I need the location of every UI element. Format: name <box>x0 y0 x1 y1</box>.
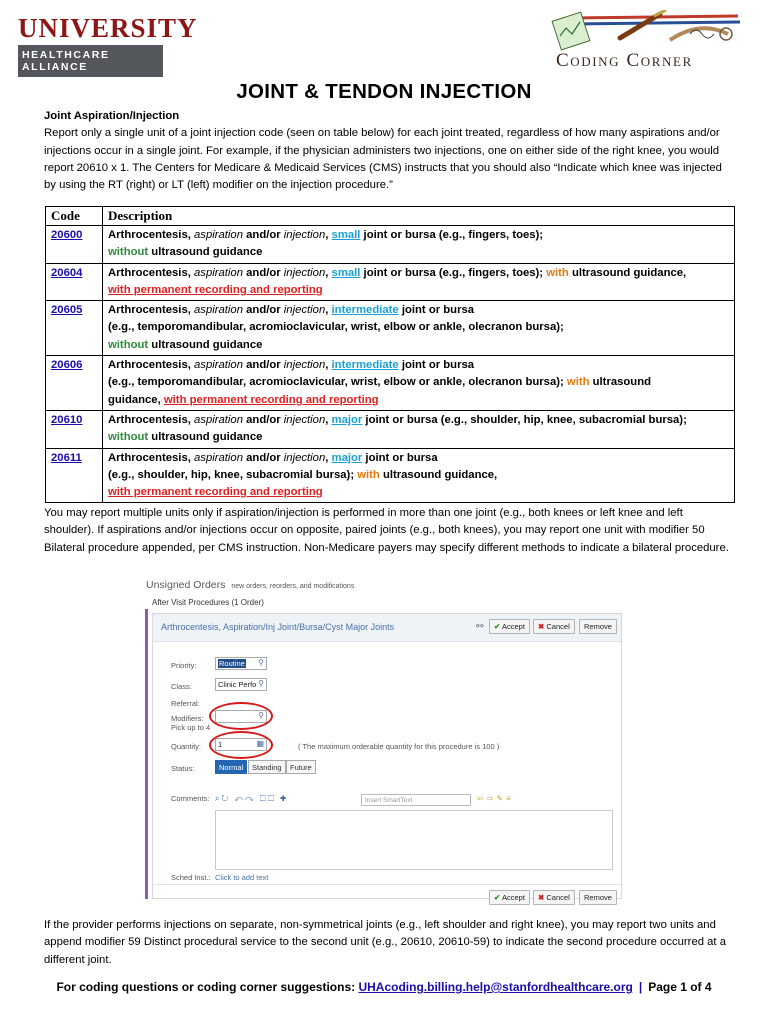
footer-prefix: For coding questions or coding corner suggestions: <box>56 980 359 994</box>
link-icon[interactable]: ⚯ <box>476 621 484 631</box>
cancel-label: Cancel <box>546 622 570 631</box>
procedure-name: Arthrocentesis, <box>108 304 195 317</box>
page-title: JOINT & TENDON INJECTION <box>236 80 532 103</box>
status-label: Status: <box>171 764 195 773</box>
sched-inst-label: Sched Inst.: <box>171 873 211 882</box>
search-icon[interactable]: ⚲ <box>258 658 264 667</box>
status-standing-option[interactable]: Standing <box>248 760 286 774</box>
permanent-recording-text: with permanent recording and reporting <box>108 283 323 296</box>
with-ultrasound-text: with <box>357 468 380 481</box>
quantity-highlight-circle <box>209 731 273 759</box>
without-ultrasound-text: without <box>108 246 149 259</box>
guidance-text: ultrasound guidance, <box>379 468 498 481</box>
joint-examples-line: (e.g., temporomandibular, acromioclavicular, wrist, elbow or ankle, olecranon bursa); <box>108 376 567 389</box>
cpt-code-link[interactable]: 20605 <box>51 304 83 317</box>
comments-toolbar[interactable]: ⌕↻ ↶↷ ☐☐ ✚ <box>215 794 289 803</box>
joint-examples: joint or bursa <box>398 359 475 372</box>
search-icon[interactable]: ⚲ <box>258 711 264 720</box>
guidance-text: ultrasound guidance <box>148 431 263 444</box>
comma-text: , <box>325 304 332 317</box>
cpt-code-link[interactable]: 20611 <box>51 451 82 464</box>
procedure-name: Arthrocentesis, <box>108 359 195 372</box>
ehr-title-sub: new orders, reorders, and modifications <box>231 583 355 590</box>
joint-examples: joint or bursa <box>398 304 475 317</box>
joint-examples: joint or bursa (e.g., shoulder, hip, knee, subacromial bursa); <box>362 413 687 426</box>
cpt-code-link[interactable]: 20600 <box>51 229 83 241</box>
code-cell <box>46 263 103 301</box>
section-heading: Joint Aspiration/Injection <box>44 110 180 122</box>
referral-label: Referral: <box>171 699 200 708</box>
footer-separator: | <box>638 980 643 994</box>
joint-size-link: major <box>331 413 363 426</box>
comma-text: , <box>325 266 332 279</box>
procedure-name: Arthrocentesis, <box>108 413 195 426</box>
remove-label: Remove <box>584 893 612 902</box>
joint-size-link: small <box>331 229 361 241</box>
injection-text: injection <box>283 266 326 279</box>
and-or-text: and/or <box>243 304 284 317</box>
aspiration-text: aspiration <box>194 266 243 279</box>
joint-size-link: intermediate <box>331 359 399 372</box>
comma-text: , <box>325 413 332 426</box>
and-or-text: and/or <box>243 229 284 241</box>
guidance-text: ultrasound <box>589 376 652 389</box>
coding-corner-logo <box>546 8 746 74</box>
description-cell <box>103 263 735 301</box>
description-cell <box>103 356 735 411</box>
joint-size-link: major <box>331 451 363 464</box>
ehr-accent-bar <box>145 609 148 899</box>
ehr-order-screenshot <box>140 576 628 906</box>
ehr-group-label: After Visit Procedures (1 Order) <box>152 598 264 607</box>
cancel-button-bottom[interactable] <box>533 890 575 905</box>
multiple-units-paragraph: You may report multiple units only if aspiration/injection is performed in more than one joint (e.g., both knees or left knee and left shoulder). If aspirations and/or injections occur on opposite, paired joints (e.g., both knees), you may report one unit with modifier 50 Bilateral procedure appended, per CMS instruction. Non-Medicare payers may specify different methods to indicate a bilateral procedure. <box>44 507 729 554</box>
priority-field[interactable] <box>215 657 267 670</box>
quantity-note: ( The maximum orderable quantity for this procedure is 100 ) <box>298 742 500 751</box>
accept-label: Accept <box>501 893 525 902</box>
joint-examples: joint or bursa (e.g., fingers, toes); <box>360 266 547 279</box>
comma-text: , <box>325 359 332 372</box>
joint-examples-line: (e.g., shoulder, hip, knee, subacromial bursa); <box>108 468 358 481</box>
comment-tools[interactable]: ⇦⇨✎≡ <box>477 794 514 803</box>
comments-label: Comments: <box>171 794 210 803</box>
calculator-icon[interactable]: ▦ <box>256 739 264 748</box>
ehr-separator <box>153 884 621 885</box>
injection-text: injection <box>283 359 326 372</box>
table-row <box>46 263 735 301</box>
without-ultrasound-text: without <box>108 338 149 351</box>
procedure-name: Arthrocentesis, <box>108 266 195 279</box>
intro-paragraph: Report only a single unit of a joint injection code (seen on table below) for each joint treated, regardless of how many aspirations and/or injections occur in a single joint. For example, if the physician administers two injections, one on either side of the right knee, you would report 20610 x 1. The Centers for Medicare & Medicaid Services (CMS) instructs that you should also “Indicate which knee was injected by using the RT (right) or LT (left) modifier on the injection procedure.” <box>44 127 722 192</box>
sched-inst-link[interactable]: Click to add text <box>215 873 269 882</box>
description-cell <box>103 301 735 356</box>
priority-label: Priority: <box>171 661 197 670</box>
ehr-order-name[interactable]: Arthrocentesis, Aspiration/Inj Joint/Bursa/Cyst Major Joints <box>161 622 395 632</box>
code-cell <box>46 410 103 448</box>
description-cell <box>103 410 735 448</box>
ehr-title <box>146 579 354 591</box>
injection-text: injection <box>283 451 326 464</box>
aspiration-text: aspiration <box>194 413 243 426</box>
injection-text: injection <box>283 413 326 426</box>
code-cell <box>46 356 103 411</box>
code-cell <box>46 226 103 264</box>
smarttext-input[interactable]: Insert SmartText <box>361 794 471 806</box>
table-row <box>46 356 735 411</box>
quantity-value: 1 <box>218 740 223 749</box>
comma-text: , <box>325 451 332 464</box>
code-cell <box>46 448 103 503</box>
accept-button-bottom[interactable] <box>489 890 530 905</box>
priority-value: Routine <box>219 659 245 668</box>
ehr-order-header <box>153 614 621 642</box>
injection-text: injection <box>283 304 326 317</box>
ehr-title-text: Unsigned Orders <box>146 579 226 591</box>
and-or-text: and/or <box>243 451 284 464</box>
logo-alliance-text: HEALTHCARE ALLIANCE <box>18 45 163 77</box>
remove-label: Remove <box>584 622 612 631</box>
permanent-recording-text: with permanent recording and reporting <box>163 393 379 406</box>
injection-text: injection <box>283 229 326 241</box>
modifiers-hint: Pick up to 4 <box>171 723 211 732</box>
logo-university-text: UNIVERSITY <box>18 13 198 43</box>
joint-examples-line: (e.g., temporomandibular, acromioclavicular, wrist, elbow or ankle, olecranon bursa); <box>108 321 564 334</box>
logo-coding-corner-text: Coding Corner <box>556 50 693 71</box>
column-header-code: Code <box>46 207 103 226</box>
status-future-option[interactable]: Future <box>286 760 316 774</box>
and-or-text: and/or <box>243 266 284 279</box>
status-normal-option[interactable]: Normal <box>215 760 247 774</box>
footer-email-link[interactable]: UHAcoding.billing.help@stanfordhealthcare.org <box>358 980 633 994</box>
guidance-prefix: guidance, <box>108 393 164 406</box>
modifiers-highlight-circle <box>209 702 273 730</box>
check-icon: ✔ <box>494 622 501 631</box>
comma-text: , <box>325 229 332 241</box>
permanent-recording-text: with permanent recording and reporting <box>108 486 323 499</box>
coding-corner-illustration <box>550 10 742 54</box>
column-header-description: Description <box>103 207 735 226</box>
joint-size-link: small <box>331 266 361 279</box>
check-icon: ✔ <box>494 893 501 902</box>
code-cell <box>46 301 103 356</box>
class-field[interactable] <box>215 678 267 691</box>
class-value: Clinic Perfo <box>218 680 257 689</box>
and-or-text: and/or <box>243 359 284 372</box>
university-logo <box>18 13 198 77</box>
cpt-code-link[interactable]: 20604 <box>51 266 83 279</box>
accept-label: Accept <box>501 622 525 631</box>
accept-button[interactable] <box>489 619 530 634</box>
cancel-icon: ✖ <box>538 893 545 902</box>
description-cell <box>103 448 735 503</box>
quantity-label: Quantity: <box>171 742 202 751</box>
joint-examples: joint or bursa <box>362 451 438 464</box>
and-or-text: and/or <box>243 413 284 426</box>
page-number: Page 1 of 4 <box>648 980 712 994</box>
modifiers-label: Modifiers: <box>171 714 204 723</box>
procedure-name: Arthrocentesis, <box>108 451 195 464</box>
cpt-code-link[interactable]: 20610 <box>51 413 83 426</box>
intro-section <box>44 108 734 194</box>
table-row <box>46 301 735 356</box>
cancel-button[interactable] <box>533 619 575 634</box>
aspiration-text: aspiration <box>194 304 243 317</box>
table-row <box>46 448 735 503</box>
aspiration-text: aspiration <box>194 359 243 372</box>
ehr-order-panel <box>152 613 622 902</box>
table-row <box>46 410 735 448</box>
footer <box>0 980 768 994</box>
without-ultrasound-text: without <box>108 431 149 444</box>
comments-textarea[interactable] <box>215 810 613 870</box>
joint-examples: joint or bursa (e.g., fingers, toes); <box>360 229 544 241</box>
description-cell <box>103 226 735 264</box>
with-ultrasound-text: with <box>546 266 569 279</box>
cancel-label: Cancel <box>546 893 570 902</box>
guidance-text: ultrasound guidance <box>148 246 263 259</box>
non-symmetrical-paragraph: If the provider performs injections on separate, non-symmetrical joints (e.g., left shoulder and right knee), you may report two units and append modifier 59 Distinct procedural service to the second unit (e.g., 20610, 20610-59) to indicate the second procedure occurred at a different joint. <box>44 919 726 966</box>
class-label: Class: <box>171 682 192 691</box>
guidance-text: ultrasound guidance, <box>568 266 687 279</box>
remove-button-bottom[interactable] <box>579 890 617 905</box>
joint-size-link: intermediate <box>331 304 399 317</box>
guidance-text: ultrasound guidance <box>148 338 263 351</box>
aspiration-text: aspiration <box>194 451 243 464</box>
cancel-icon: ✖ <box>538 622 545 631</box>
code-table <box>45 206 735 503</box>
cpt-code-link[interactable]: 20606 <box>51 359 83 372</box>
aspiration-text: aspiration <box>194 229 243 241</box>
remove-button[interactable] <box>579 619 617 634</box>
table-row <box>46 226 735 264</box>
with-ultrasound-text: with <box>566 376 590 389</box>
search-icon[interactable]: ⚲ <box>258 679 264 688</box>
procedure-name: Arthrocentesis, <box>108 229 195 241</box>
